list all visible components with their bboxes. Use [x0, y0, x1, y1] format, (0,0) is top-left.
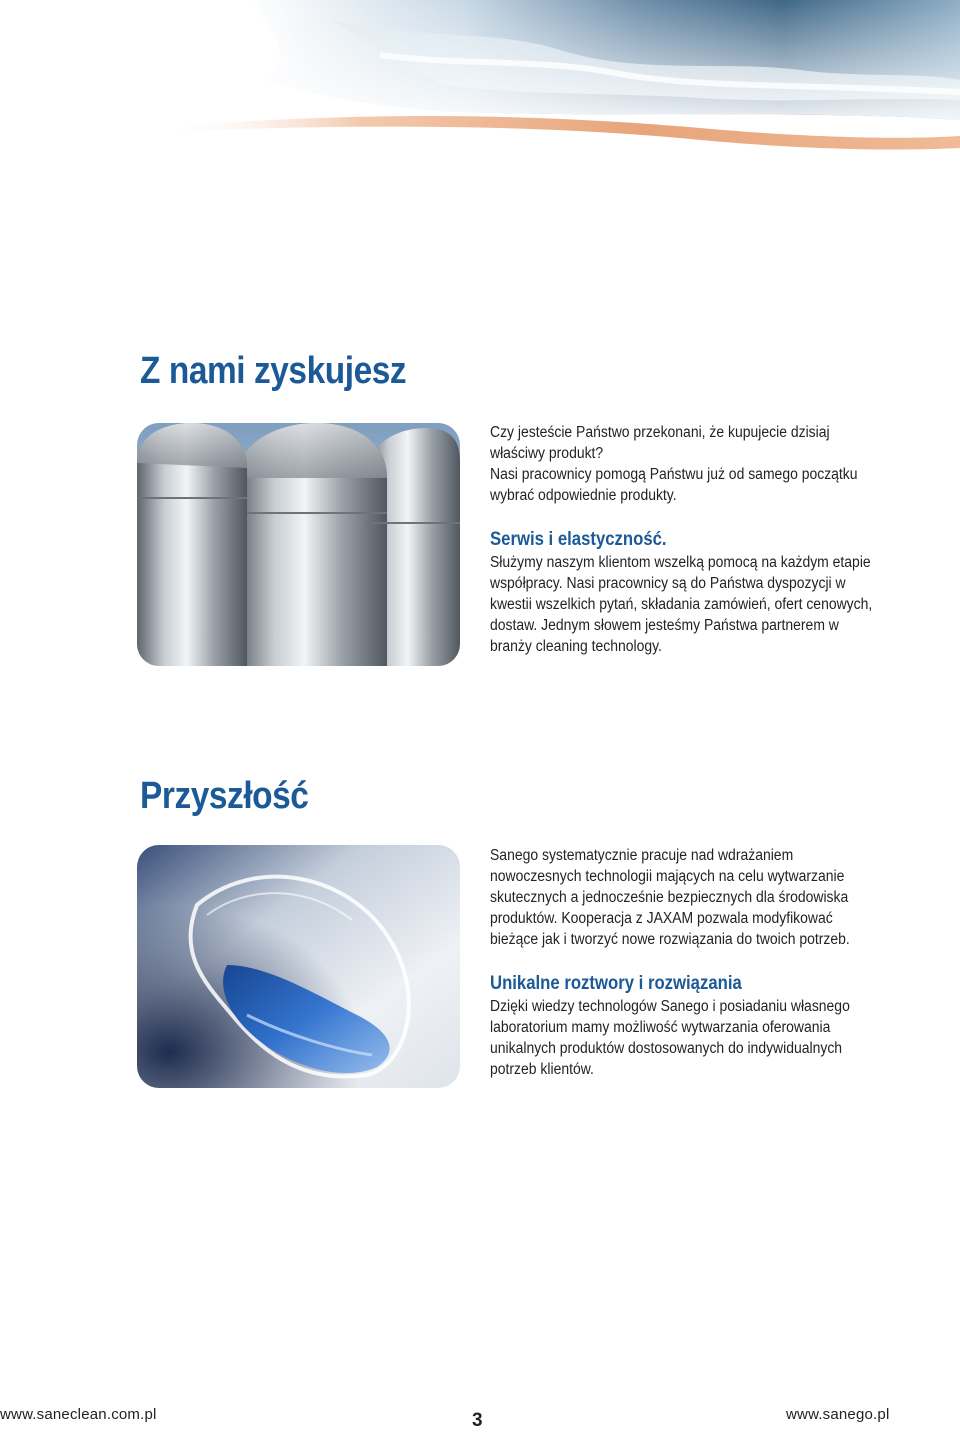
- section1-text-column: [490, 422, 910, 657]
- intro-line: właściwy produkt?: [490, 445, 604, 462]
- intro-line: produktów. Kooperacja z JAXAM pozwala modyfikować: [490, 910, 833, 927]
- intro-line: skutecznych a jednocześnie bezpiecznych dla środowiska: [490, 889, 849, 906]
- body-line: laboratorium mamy możliwość wytwarzania oferowania: [490, 1019, 831, 1036]
- subheading-serwis: Serwis i elastyczność.: [490, 529, 667, 550]
- intro-line: Czy jesteście Państwo przekonani, że kupujecie dzisiaj: [490, 424, 830, 441]
- blue-liquid-glass-photo: [137, 845, 460, 1088]
- section-title-przyszlosc: Przyszłość: [140, 775, 309, 817]
- section-title-z-nami-zyskujesz: Z nami zyskujesz: [140, 350, 407, 392]
- body-line: Służymy naszym klientom wszelką pomocą na każdym etapie: [490, 554, 871, 571]
- footer-url-sanego[interactable]: www.sanego.pl: [786, 1406, 890, 1423]
- body-line: potrzeb klientów.: [490, 1061, 594, 1078]
- page-number: 3: [472, 1410, 483, 1431]
- body-line: branży cleaning technology.: [490, 638, 662, 655]
- footer-url-saneclean[interactable]: www.saneclean.com.pl: [0, 1406, 157, 1423]
- intro-line: nowoczesnych technologii mających na celu wytwarzanie: [490, 868, 845, 885]
- subheading-unikalne: Unikalne roztwory i rozwiązania: [490, 973, 742, 994]
- intro-line: Nasi pracownicy pomogą Państwu już od samego początku: [490, 466, 858, 483]
- body-line: unikalnych produktów dostosowanych do indywidualnych: [490, 1040, 843, 1057]
- steel-pipes-photo: [137, 423, 460, 666]
- intro-line: bieżące jak i tworzyć nowe rozwiązania do twoich potrzeb.: [490, 931, 850, 948]
- header-water-wave-image: [0, 0, 960, 170]
- body-line: kwestii wszelkich pytań, składania zamówień, ofert cenowych,: [490, 596, 873, 613]
- body-line: współpracy. Nasi pracownicy są do Państwa dyspozycji w: [490, 575, 846, 592]
- intro-line: wybrać odpowiednie produkty.: [490, 487, 677, 504]
- body-line: Dzięki wiedzy technologów Sanego i posiadaniu własnego: [490, 998, 850, 1015]
- section2-text-column: [490, 845, 910, 1080]
- intro-line: Sanego systematycznie pracuje nad wdrażaniem: [490, 847, 794, 864]
- body-line: dostaw. Jednym słowem jesteśmy Państwa partnerem w: [490, 617, 839, 634]
